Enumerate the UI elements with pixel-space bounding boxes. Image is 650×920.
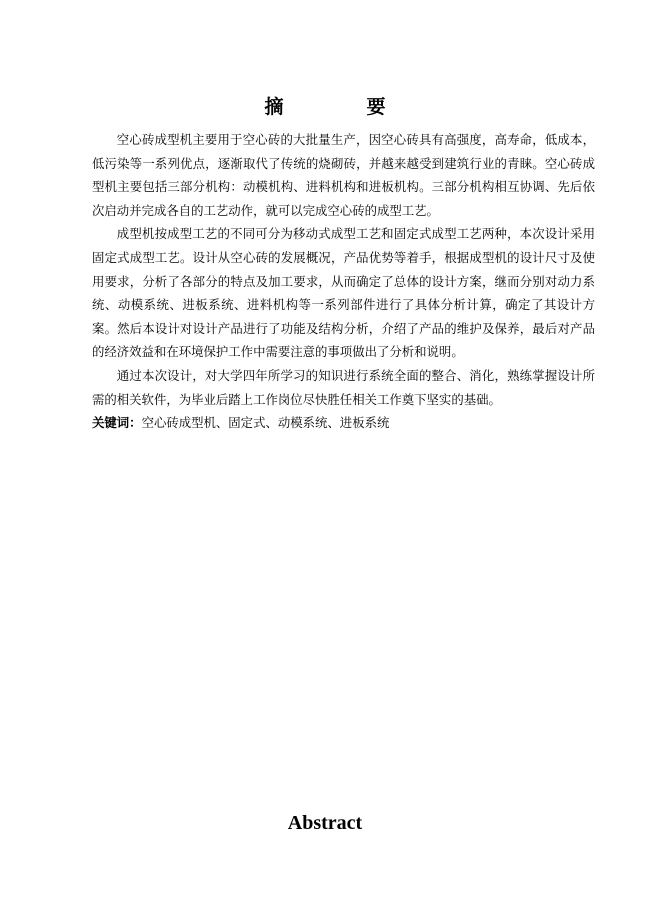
abstract-title-cn: 摘 要 [264, 96, 418, 118]
keywords-line [92, 411, 595, 435]
abstract-body-cn [92, 128, 595, 435]
abstract-paragraph-3: 通过本次设计，对大学四年所学习的知识进行系统全面的整合、消化，熟练掌握设计所需的相关软件，为毕业后踏上工作岗位尽快胜任相关工作奠下坚实的基础。 [92, 367, 595, 407]
abstract-title-en: Abstract [287, 812, 363, 834]
keywords-label: 关键词： [92, 415, 142, 431]
keywords-text: 空心砖成型机、固定式、动模系统、进板系统 [141, 415, 390, 431]
abstract-paragraph-1: 空心砖成型机主要用于空心砖的大批量生产，因空心砖具有高强度，高寿命，低成本，低污染等一系列优点，逐渐取代了传统的烧砌砖，并越来越受到建筑行业的青睐。空心砖成型机主要包括三部分机构：动模机构、进料机构和进板机构。三部分机构相互协调、先后依次启动并完成各自的工艺动作，就可以完成空心砖的成型工艺。 [92, 132, 595, 218]
abstract-paragraph-2: 成型机按成型工艺的不同可分为移动式成型工艺和固定式成型工艺两种，本次设计采用固定式成型工艺。设计从空心砖的发展概况，产品优势等着手，根据成型机的设计尺寸及使用要求，分析了各部分的特点及加工要求，从而确定了总体的设计方案，继而分别对动力系统、动模系统、进板系统、进料机构等一系列部件进行了具体分析计算，确定了其设计方案。然后本设计对设计产品进行了功能及结构分析，介绍了产品的维护及保养，最后对产品的经济效益和在环境保护工作中需要注意的事项做出了分析和说明。 [92, 226, 595, 360]
